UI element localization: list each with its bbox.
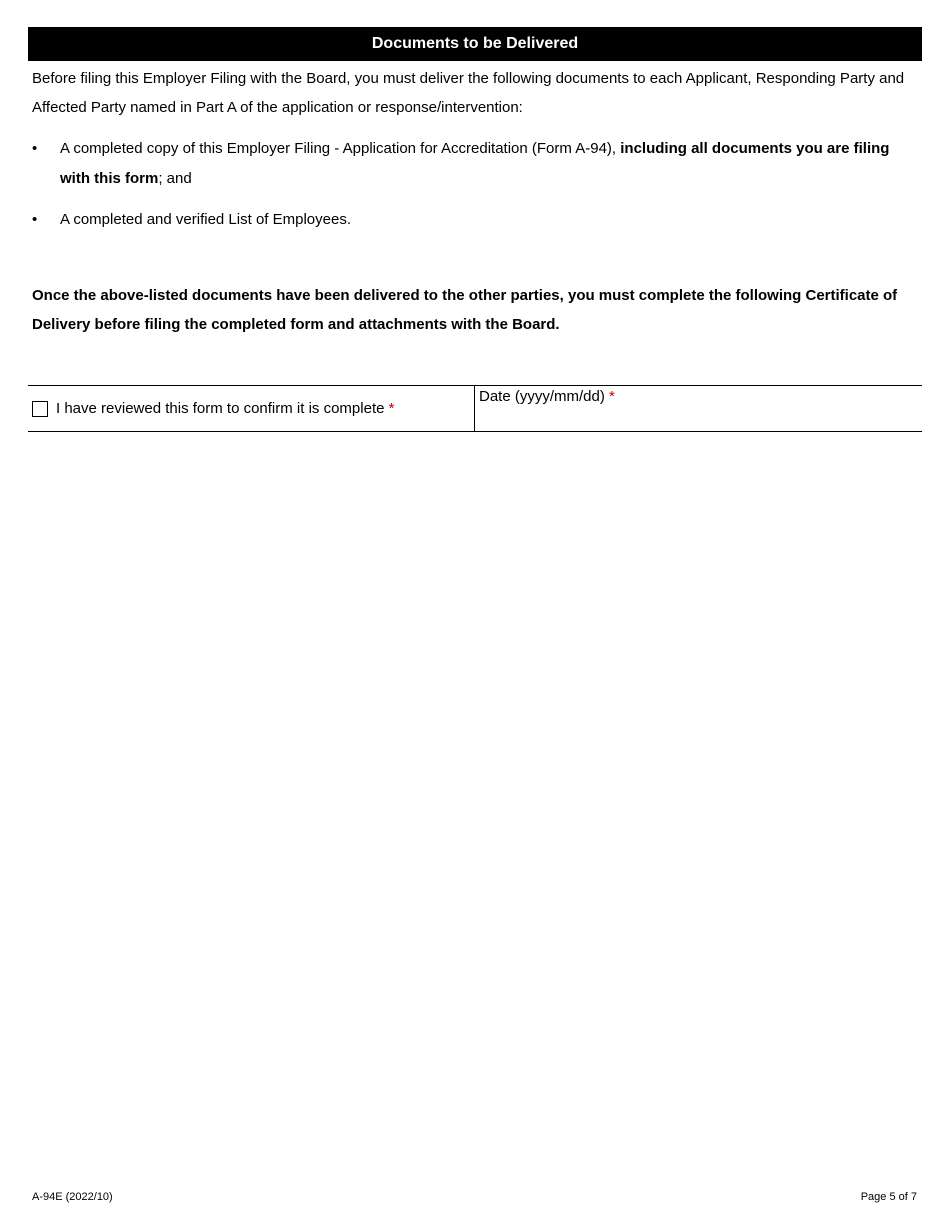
bullet-marker: • xyxy=(32,140,38,157)
form-id: A-94E (2022/10) xyxy=(32,1191,113,1203)
list-item xyxy=(32,205,917,235)
list-item-text: A completed and verified List of Employees. xyxy=(60,211,351,228)
list-item-text-bold: including all documents you are filing with this form xyxy=(60,140,890,187)
section-header xyxy=(28,27,922,61)
intro-paragraph: Before filing this Employer Filing with the Board, you must deliver the following documents to each Applicant, Responding Party and Affected Party named in Part A of the application or response/intervention: xyxy=(32,70,905,116)
list-item-text-after: ; and xyxy=(158,170,192,187)
review-confirm-checkbox[interactable] xyxy=(32,401,48,417)
delivery-note: Once the above-listed documents have been delivered to the other parties, you must complete the following Certificate of Delivery before filing the completed form and attachments with the Board. xyxy=(32,287,898,333)
date-label xyxy=(479,388,615,405)
section-title: Documents to be Delivered xyxy=(371,35,579,52)
required-marker: * xyxy=(388,400,395,417)
bullet-marker: • xyxy=(32,211,38,228)
date-label-text: Date (yyyy/mm/dd) xyxy=(479,388,605,405)
date-cell xyxy=(475,386,922,431)
review-confirmation-cell xyxy=(28,386,475,431)
list-item-text-before: A completed copy of this Employer Filing - Application for Accreditation (Form A-94), xyxy=(60,140,621,157)
certificate-row xyxy=(28,385,922,432)
list-item xyxy=(32,134,917,194)
list-item-text xyxy=(60,134,917,194)
review-confirm-label-text: I have reviewed this form to confirm it is complete xyxy=(56,400,385,417)
review-confirm-label xyxy=(56,400,394,417)
date-input[interactable] xyxy=(479,408,918,428)
required-marker: * xyxy=(609,388,615,405)
page-number: Page 5 of 7 xyxy=(860,1191,917,1203)
